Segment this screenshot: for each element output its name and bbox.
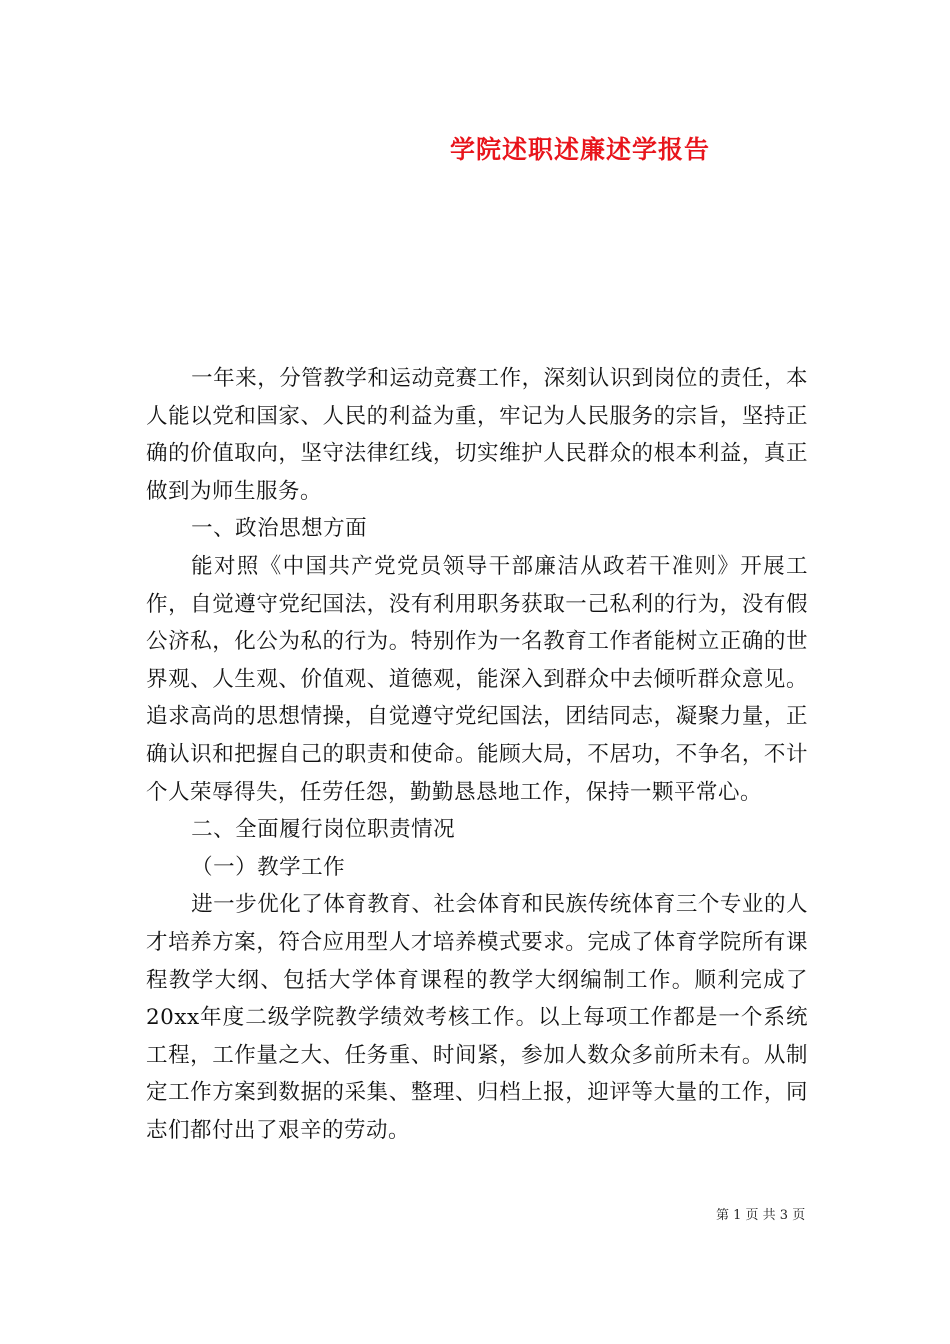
paragraph-intro: 一年来，分管教学和运动竞赛工作，深刻认识到岗位的责任，本人能以党和国家、人民的利益为重，牢记为人民服务的宗旨，坚持正确的价值取向，坚守法律红线，切实维护人民群众的根本利益，真正做到为师生服务。 <box>146 366 808 504</box>
paragraph-teaching: 进一步优化了体育教育、社会体育和民族传统体育三个专业的人才培养方案，符合应用型人才培养模式要求。完成了体育学院所有课程教学大纲、包括大学体育课程的教学大纲编制工作。顺利完成了20xx年度二级学院教学绩效考核工作。以上每项工作都是一个系统工程，工作量之大、任务重、时间紧，参加人数众多前所未有。从制定工作方案到数据的采集、整理、归档上报，迎评等大量的工作，同志们都付出了艰辛的劳动。 <box>146 892 808 1143</box>
document-title: 学院述职述廉述学报告 <box>450 135 711 164</box>
document-body <box>146 360 808 1149</box>
page-number-footer: 第 1 页 共 3 页 <box>716 1208 806 1223</box>
section-heading-political: 一、政治思想方面 <box>191 516 368 542</box>
paragraph-political: 能对照《中国共产党党员领导干部廉洁从政若干准则》开展工作，自觉遵守党纪国法，没有利用职务获取一己私利的行为，没有假公济私，化公为私的行为。特别作为一名教育工作者能树立正确的世界观、人生观、价值观、道德观，能深入到群众中去倾听群众意见。追求高尚的思想情操，自觉遵守党纪国法，团结同志，凝聚力量，正确认识和把握自己的职责和使命。能顾大局，不居功，不争名，不计个人荣辱得失，任劳任怨，勤勤恳恳地工作，保持一颗平常心。 <box>146 553 808 805</box>
section-heading-duties: 二、全面履行岗位职责情况 <box>191 817 456 843</box>
subsection-heading-teaching: （一）教学工作 <box>191 854 346 880</box>
